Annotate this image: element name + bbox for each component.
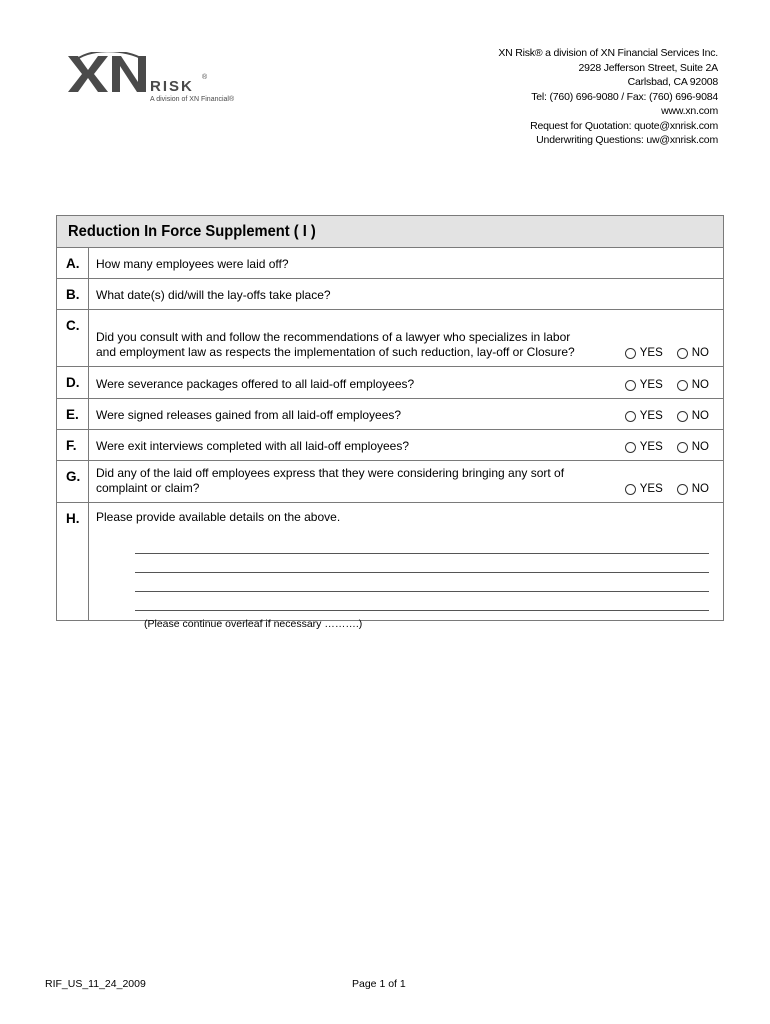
no-label: NO	[691, 347, 709, 359]
yes-no-choice	[625, 482, 709, 497]
question-row-f	[57, 430, 723, 461]
yes-label: YES	[639, 441, 663, 453]
question-row-c	[57, 310, 723, 367]
answer-line[interactable]	[135, 592, 709, 611]
yes-label: YES	[639, 379, 663, 391]
address-line-company: XN Risk® a division of XN Financial Services Inc.	[498, 47, 718, 59]
yes-radio[interactable]	[625, 411, 636, 422]
yes-label: YES	[639, 483, 663, 495]
details-answer-lines	[135, 535, 709, 611]
question-row-g	[57, 461, 723, 503]
question-letter: G.	[57, 461, 89, 502]
yes-no-choice	[625, 409, 709, 424]
company-address-block	[498, 46, 718, 148]
yes-no-choice	[625, 346, 709, 361]
question-text: Were signed releases gained from all laid-off employees?	[96, 408, 402, 422]
xn-logo-mark-icon	[66, 52, 150, 96]
logo-risk-text: RISK	[150, 78, 194, 95]
address-line-phone: Tel: (760) 696-9080 / Fax: (760) 696-9084	[531, 90, 718, 103]
yes-radio[interactable]	[625, 442, 636, 453]
question-text: Did any of the laid off employees express that they were considering bringing any sort of complaint or claim?	[96, 466, 565, 495]
question-text: Were exit interviews completed with all laid-off employees?	[96, 439, 410, 453]
form-code: RIF_US_11_24_2009	[45, 978, 146, 990]
yes-no-choice	[625, 378, 709, 393]
question-text: Were severance packages offered to all laid-off employees?	[96, 377, 415, 391]
no-radio[interactable]	[677, 348, 688, 359]
question-row-h	[57, 503, 723, 630]
xn-risk-logo	[66, 52, 246, 108]
page-number: Page 1 of 1	[352, 978, 406, 990]
address-line-street: 2928 Jefferson Street, Suite 2A	[578, 61, 718, 74]
question-letter: C.	[57, 310, 89, 366]
question-letter: D.	[57, 367, 89, 398]
yes-label: YES	[639, 410, 663, 422]
question-letter: A.	[57, 248, 89, 278]
answer-line[interactable]	[135, 554, 709, 573]
yes-radio[interactable]	[625, 484, 636, 495]
no-radio[interactable]	[677, 442, 688, 453]
question-letter: E.	[57, 399, 89, 429]
question-row-b	[57, 279, 723, 310]
address-line-website: www.xn.com	[661, 105, 718, 117]
question-letter: B.	[57, 279, 89, 309]
logo-registered-mark: ®	[202, 74, 208, 81]
yes-no-choice	[625, 440, 709, 455]
no-label: NO	[691, 379, 709, 391]
supplement-form	[56, 215, 724, 630]
form-title-row	[57, 216, 723, 248]
no-radio[interactable]	[677, 380, 688, 391]
question-letter: F.	[57, 430, 89, 460]
no-label: NO	[691, 410, 709, 422]
question-letter: H.	[57, 503, 89, 620]
yes-label: YES	[639, 347, 663, 359]
question-row-a	[57, 248, 723, 279]
question-row-e	[57, 399, 723, 430]
no-label: NO	[691, 483, 709, 495]
no-label: NO	[691, 441, 709, 453]
address-line-uw-email: Underwriting Questions: uw@xnrisk.com	[536, 134, 718, 146]
question-text: What date(s) did/will the lay-offs take place?	[96, 288, 331, 302]
yes-radio[interactable]	[625, 380, 636, 391]
yes-radio[interactable]	[625, 348, 636, 359]
address-line-quote-email: Request for Quotation: quote@xnrisk.com	[530, 119, 718, 132]
continue-note: (Please continue overleaf if necessary ……….)	[144, 618, 363, 630]
form-title: Reduction In Force Supplement ( I )	[68, 222, 316, 240]
question-text: How many employees were laid off?	[96, 257, 289, 271]
answer-line[interactable]	[135, 535, 709, 554]
no-radio[interactable]	[677, 484, 688, 495]
no-radio[interactable]	[677, 411, 688, 422]
logo-tagline: A division of XN Financial®	[150, 96, 235, 103]
question-row-d	[57, 367, 723, 399]
question-text: Please provide available details on the above.	[96, 510, 341, 524]
address-line-city: Carlsbad, CA 92008	[627, 76, 718, 88]
question-text: Did you consult with and follow the recommendations of a lawyer who specializes in labor and employment law as respects the implementation of such reduction, lay-off or Closure?	[96, 330, 575, 359]
answer-line[interactable]	[135, 573, 709, 592]
